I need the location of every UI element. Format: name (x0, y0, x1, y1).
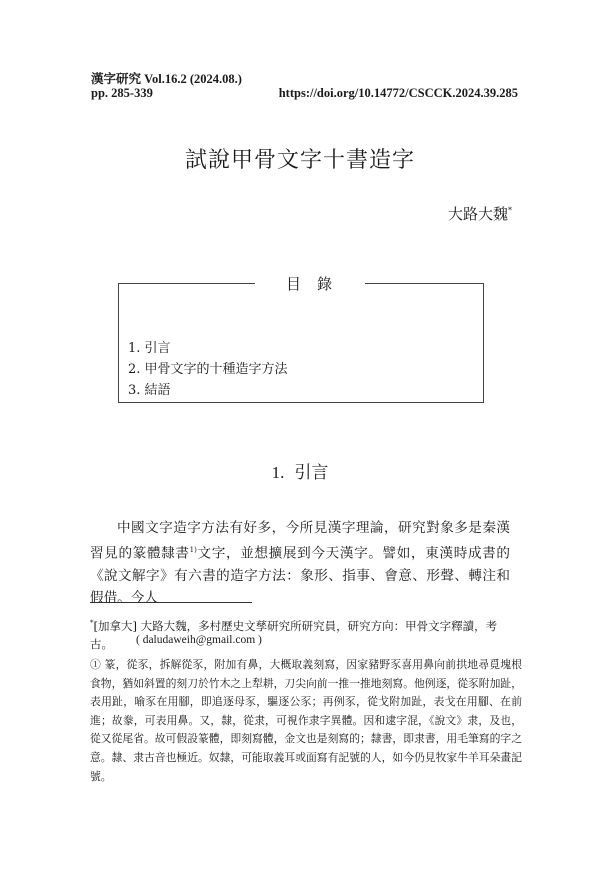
body-text-part2: 文字，並想擴展到今天漢字。譬如，東漢時成書的《說文解字》有六書的造字方法：象形、指事、會意、形聲、轉注和假借。今人 (90, 545, 511, 606)
section-heading (0, 458, 600, 483)
author-footnote-marker: * (90, 619, 94, 627)
body-text-part1: 中國文字造字方法有好多，今所見漢字理論，研究對象多是秦漢習見的篆體隸書 (90, 520, 510, 562)
footnote-1 (90, 656, 522, 786)
doi-link[interactable]: https://doi.org/10.14772/CSCCK.2024.39.285 (278, 86, 518, 100)
author-name (448, 203, 512, 224)
journal-header: 漢字研究 Vol.16.2 (2024.08.) (91, 72, 242, 86)
section-number: 1. (271, 463, 285, 482)
author-name-text: 大路大魏 (447, 205, 508, 223)
footnote-ref[interactable]: 1) (189, 546, 197, 554)
page-range: pp. 285-339 (91, 86, 153, 100)
footnote-1-text: 篆，從豕，拆解從豕，附加有鼻，大概取義刻寫，因家豬野豕喜用鼻向前拱地尋覓塊根食物，猶如斜置的刻刀於竹木之上犁耕，刀尖向前一推一推地刻寫。他例逐，從豕附加趾，表用趾，喻豕在用腳，即追逐母豕，驅逐公豕；再例豕，從戈附加趾，表戈在用腳、在前進；故豢，可表用鼻。又，隸，從隶，可視作隶字異體。因和逮字混，《說文》隶，及也，從又從尾省。故可假設篆體，即刻寫體，金文也是刻寫的；隸書，即隶書，用毛筆寫的字之意。隸、隶古音也極近。奴隸，可能取義耳或面寫有記號的人，如今仍見牧家牛羊耳朵畫記號。 (90, 658, 523, 783)
author-footnote-mark[interactable]: * (508, 206, 512, 215)
toc-heading: 目錄 (255, 273, 365, 294)
body-paragraph (90, 517, 510, 609)
author-email[interactable]: ( daludaweih@gmail.com ) (136, 634, 262, 646)
paper-title: 試說甲骨文字十書造字 (184, 148, 415, 173)
section-title: 引言 (294, 463, 329, 483)
toc-item-introduction[interactable]: 1. 引言 (128, 341, 171, 356)
toc-item-conclusion[interactable]: 3. 結語 (128, 383, 171, 398)
table-of-contents-box (118, 283, 484, 403)
footnote-divider (90, 602, 252, 603)
footnote-1-marker: ① (90, 658, 101, 671)
toc-item-ten-methods[interactable]: 2. 甲骨文字的十種造字方法 (128, 362, 288, 377)
author-footnote-text: [加拿大] 大路大魏，多村歷史文孳研究所研究員，研究方向：甲骨文字釋讀，考古。 (90, 618, 498, 651)
